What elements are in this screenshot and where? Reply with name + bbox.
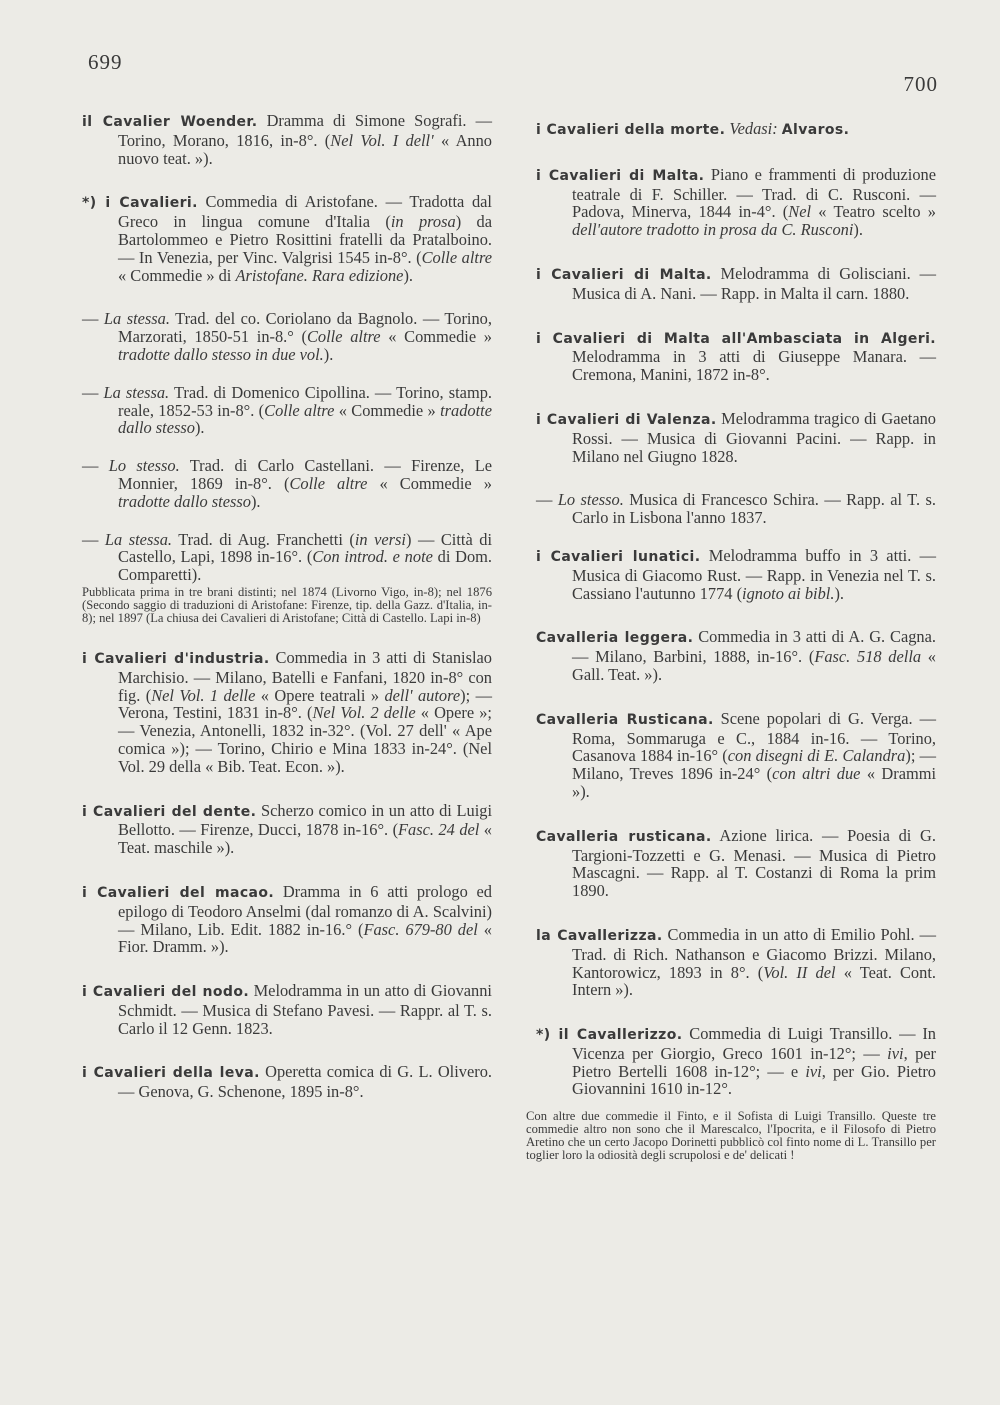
entry-text: Musica di Francesco Schira. — Rapp. al T. s. Carlo in Lisbona l'anno 1837. [572, 490, 936, 528]
entry-headword: i Cavalieri del dente. [82, 803, 257, 820]
entry-italic-text: con disegni di E. Calandra [727, 746, 906, 766]
entry-italic-text: ignoto ai bibl. [742, 583, 835, 603]
entry-headword: i Cavalieri di Malta all'Ambasciata in Algeri. [536, 330, 936, 347]
entry-text: — [82, 529, 105, 549]
bibliography-entry [536, 491, 936, 527]
entry-text: « Teat. maschile »). [118, 820, 492, 858]
bibliography-entry [536, 265, 936, 303]
entry-italic-text: tradotte dallo stesso in due vol. [118, 344, 324, 364]
entry-italic-text: Fasc. 518 della [814, 647, 922, 667]
entry-text: ). [853, 220, 863, 240]
entry-text: Scherzo comico in un atto di Luigi Bellotto. — Firenze, Ducci, 1878 in-16°. ( [118, 800, 492, 840]
entry-text: — [82, 382, 104, 402]
bibliography-entry [536, 1025, 936, 1098]
entry-text: Scene popolari di G. Verga. — Roma, Sommaruga e C., 1884 in-16. — Torino, Casanova 1884 in-16° ( [572, 708, 936, 766]
entry-headword: i Cavalieri lunatici. [536, 548, 701, 565]
entry-italic-text: La stessa. [103, 309, 170, 329]
entry-italic-text: La stessa. [104, 529, 173, 549]
entry-text: ). [834, 583, 845, 603]
entry-headword: i Cavalieri del nodo. [82, 984, 250, 1001]
entry-text: ). [403, 265, 414, 285]
entry-text: Azione lirica. — Poesia di G. Targioni-Tozzetti e G. Menasi. — Musica di Pietro Mascagni. — Rapp. al T. Costanzi di Roma la prim 1890. [572, 825, 936, 901]
entry-text: Dramma in 6 atti prologo ed epilogo di Teodoro Anselmi (dal romanzo di A. Scalvini) — Milano, Lib. Edit. 1882 in-16.° ( [118, 881, 492, 939]
entry-text: « Drammi »). [572, 764, 937, 801]
entry-italic-text: Nel Vol. I dell' [330, 130, 434, 150]
entry-text: « Commedie » [367, 473, 492, 493]
entry-text: Commedia di Aristofane. — Tradotta dal Greco in lingua comune d'Italia ( [118, 192, 492, 232]
entry-crossref: Alvaros. [781, 122, 850, 138]
bibliography-entry [82, 310, 492, 363]
entry-text: Trad. di Aug. Franchetti ( [172, 529, 355, 549]
entry-text: di Dom. Comparetti). [118, 547, 492, 585]
entry-text: ); — Verona, Testini, 1831 in-8°. ( [118, 685, 492, 723]
left-column [82, 112, 492, 1127]
entry-headword: i Cavalieri di Valenza. [536, 411, 717, 428]
bibliography-entry [82, 193, 492, 284]
entry-text: Dramma di Simone Sografi. — Torino, Morano, 1816, in-8°. ( [118, 111, 493, 150]
entry-text: Commedia in 3 atti di A. G. Cagna. — Milano, Barbini, 1888, in-16°. ( [572, 627, 937, 667]
entry-italic-text: Nel Vol. 1 delle [151, 685, 256, 705]
entry-italic-text: Nel [788, 202, 812, 222]
bibliography-entry [82, 384, 492, 437]
entry-text: , per Pietro Bertelli 1608 in-12°; — e [572, 1043, 936, 1081]
entry-italic-text: Fasc. 679-80 del [363, 919, 478, 939]
entry-headword: il Cavalier Woender. [82, 114, 258, 130]
entry-text: « Commedie » [380, 327, 492, 347]
entry-text: « Opere »; — Venezia, Antonelli, 1832 in-32°. (Vol. 27 dell' « Ape comica »); — Torino, Chirio e Mina 1833 in-24°. (Nel Vol. 29 della « Bib. Teat. Econ. »). [118, 703, 492, 776]
entry-text: Melodramma in un atto di Giovanni Schmidt. — Musica di Stefano Pavesi. — Rappr. al T. s. Carlo il 12 Genn. 1823. [118, 981, 492, 1038]
bibliography-entry [82, 982, 492, 1037]
entry-text: Melodramma di Golisciani. — Musica di A. Nani. — Rapp. in Malta il carn. 1880. [572, 263, 936, 303]
bibliography-entry [536, 120, 936, 140]
right-column [526, 119, 937, 1163]
entry-italic-text: ivi [887, 1043, 904, 1063]
entry-italic-text: Fasc. 24 del [398, 820, 480, 840]
entry-headword: i Cavalieri d'industria. [82, 650, 270, 667]
entry-italic-text: Vedasi: [729, 119, 778, 138]
entry-headword: la Cavallerizza. [536, 927, 663, 944]
entry-text: ). [323, 344, 334, 364]
bibliography-entry [82, 112, 492, 167]
entry-text: Melodramma buffo in 3 atti. — Musica di Giacomo Rust. — Rapp. in Venezia nel T. s. Cassiano l'autunno 1774 ( [572, 545, 937, 603]
entry-text: — [82, 309, 104, 329]
entry-headword: Cavalleria Rusticana. [536, 711, 714, 728]
entry-text: « Commedie » di [118, 265, 236, 285]
bibliography-entry [536, 547, 936, 602]
entry-text: ); — Milano, Treves 1896 in-24° ( [572, 746, 936, 784]
entry-italic-text: Colle altre [306, 327, 381, 347]
page-number-right: 700 [903, 72, 938, 96]
entry-text: Melodramma tragico di Gaetano Rossi. — Musica di Giovanni Pacini. — Rapp. in Milano nel Giugno 1828. [572, 408, 936, 466]
footnote-left: Pubblicata prima in tre brani distinti; nel 1874 (Livorno Vigo, in-8); nel 1876 (Secondo saggio di traduzioni di Aristofane: Firenze, tip. della Gazz. d'Italia, in-8); nel 1897 (La chiusa dei Cavalieri di Aristofane; Città di Castello. Lapi in-8) [82, 584, 492, 625]
entry-text: ). [250, 491, 261, 511]
entry-text: ) — Città di Castello, Lapi, 1898 in-16°. ( [118, 529, 493, 567]
entry-text: ) da Bartolommeo e Pietro Rosittini fratelli da Pratalboino. — In Venezia, per Vinc. Valgrisi 1545 in-8°. ( [118, 212, 492, 267]
bibliography-entry [536, 926, 936, 999]
entry-headword: i Cavalieri della morte. [536, 122, 726, 138]
entry-italic-text: con altri due [772, 764, 861, 784]
entry-italic-text: in versi [354, 529, 406, 549]
entry-italic-text: ivi [805, 1061, 822, 1081]
entry-text: — [536, 490, 558, 510]
entry-italic-text: Vol. II del [763, 962, 836, 982]
entry-text: « Teatro scelto » [811, 202, 936, 222]
entry-text: Trad. di Domenico Cipollina. — Torino, stamp. reale, 1852-53 in-8°. ( [118, 382, 492, 420]
entry-italic-text: Nel Vol. 2 delle [312, 703, 416, 723]
entry-text: Commedia in un atto di Emilio Pohl. — Trad. di Rich. Nathanson e Giacomo Brizzi. Milano, Kantorowicz, 1893 in 8°. ( [572, 924, 936, 982]
entry-headword: Cavalleria rusticana. [536, 828, 712, 845]
footnote-right: Con altre due commedie il Finto, e il Sofista di Luigi Transillo. Queste tre commedie altro non sono che il Marescalco, l'Ipocrita, e il Filosofo di Pietro Aretino che un certo Jacopo Dorinetti pubblicò col finto nome di L. Transillo per toglier loro la odiosità degli scrupolosi e de' delicati ! [526, 1109, 936, 1163]
entry-headword: i Cavalieri di Malta. [536, 167, 705, 184]
entry-italic-text: Lo stesso. [557, 490, 624, 510]
entry-text: « Gall. Teat. »). [572, 647, 936, 684]
entry-headword: *) il Cavallerizzo. [536, 1027, 683, 1044]
entry-text: Piano e frammenti di produzione teatrale di F. Schiller. — Trad. di C. Rusconi. — Padova, Minerva, 1844 in-4°. ( [572, 164, 936, 222]
entry-headword: i Cavalieri di Malta. [536, 266, 712, 283]
bibliography-entry [82, 649, 492, 776]
entry-italic-text: dell' autore [384, 685, 461, 705]
bibliography-entry [536, 628, 936, 683]
bibliography-entry [536, 827, 936, 900]
bibliography-entry [82, 457, 492, 510]
entry-text: « Opere teatrali » [255, 685, 385, 705]
entry-text: « Commedie » [334, 400, 441, 420]
entry-italic-text: Colle altre [264, 400, 335, 420]
entry-text: ). [194, 418, 205, 438]
entry-italic-text: Lo stesso. [108, 456, 180, 476]
entry-text: Trad. del co. Coriolano da Bagnolo. — Torino, Marzorati, 1850-51 in-8.° ( [118, 309, 492, 347]
entry-italic-text: in prosa [390, 212, 456, 232]
entry-text: Melodramma in 3 atti di Giuseppe Manara. — Cremona, Manini, 1872 in-8°. [572, 347, 936, 385]
entry-italic-text: Colle altre [289, 473, 368, 493]
entry-italic-text: Con introd. e note [312, 547, 433, 567]
bibliography-entry [82, 1063, 492, 1101]
entry-italic-text: La stessa. [103, 382, 170, 402]
entry-italic-text: tradotte dallo stesso [118, 491, 251, 511]
bibliography-entry [536, 329, 936, 384]
bibliography-entry [536, 710, 936, 801]
entry-text: — [82, 456, 109, 476]
bibliography-entry [82, 883, 492, 956]
page-number-left: 699 [88, 50, 123, 74]
bibliography-entry [82, 802, 492, 857]
entry-headword: i Cavalieri del macao. [82, 884, 275, 901]
entry-text: Commedia di Luigi Transillo. — In Vicenza per Giorgio, Greco 1601 in-12°; — [572, 1024, 936, 1063]
entry-italic-text: dell'autore tradotto in prosa da C. Rusconi [572, 220, 854, 240]
entry-text: « Teat. Cont. Intern »). [572, 962, 936, 1000]
entry-headword: i Cavalieri della leva. [82, 1065, 260, 1082]
entry-text: « Anno nuovo teat. »). [118, 130, 492, 168]
entry-text: Operetta comica di G. L. Olivero. — Genova, G. Schenone, 1895 in-8°. [118, 1062, 492, 1102]
bibliography-entry [536, 166, 936, 239]
entry-text: Trad. di Carlo Castellani. — Firenze, Le Monnier, 1869 in-8°. ( [118, 456, 492, 493]
entry-italic-text: Colle altre [421, 247, 492, 267]
entry-italic-text: tradotte dallo stesso [118, 400, 492, 438]
entry-headword: *) i Cavalieri. [82, 195, 198, 212]
bibliography-entry [536, 410, 936, 465]
entry-italic-text: Aristofane. Rara edizione [235, 265, 404, 285]
entry-text: « Fior. Dramm. »). [118, 919, 492, 957]
entry-text: , per Gio. Pietro Giovannini 1610 in-12°. [572, 1061, 936, 1099]
entry-headword: Cavalleria leggera. [536, 630, 694, 647]
bibliography-entry [82, 531, 492, 584]
entry-text: Commedia in 3 atti di Stanislao Marchisio. — Milano, Batelli e Fanfani, 1820 in-8° con fig. ( [118, 647, 492, 705]
